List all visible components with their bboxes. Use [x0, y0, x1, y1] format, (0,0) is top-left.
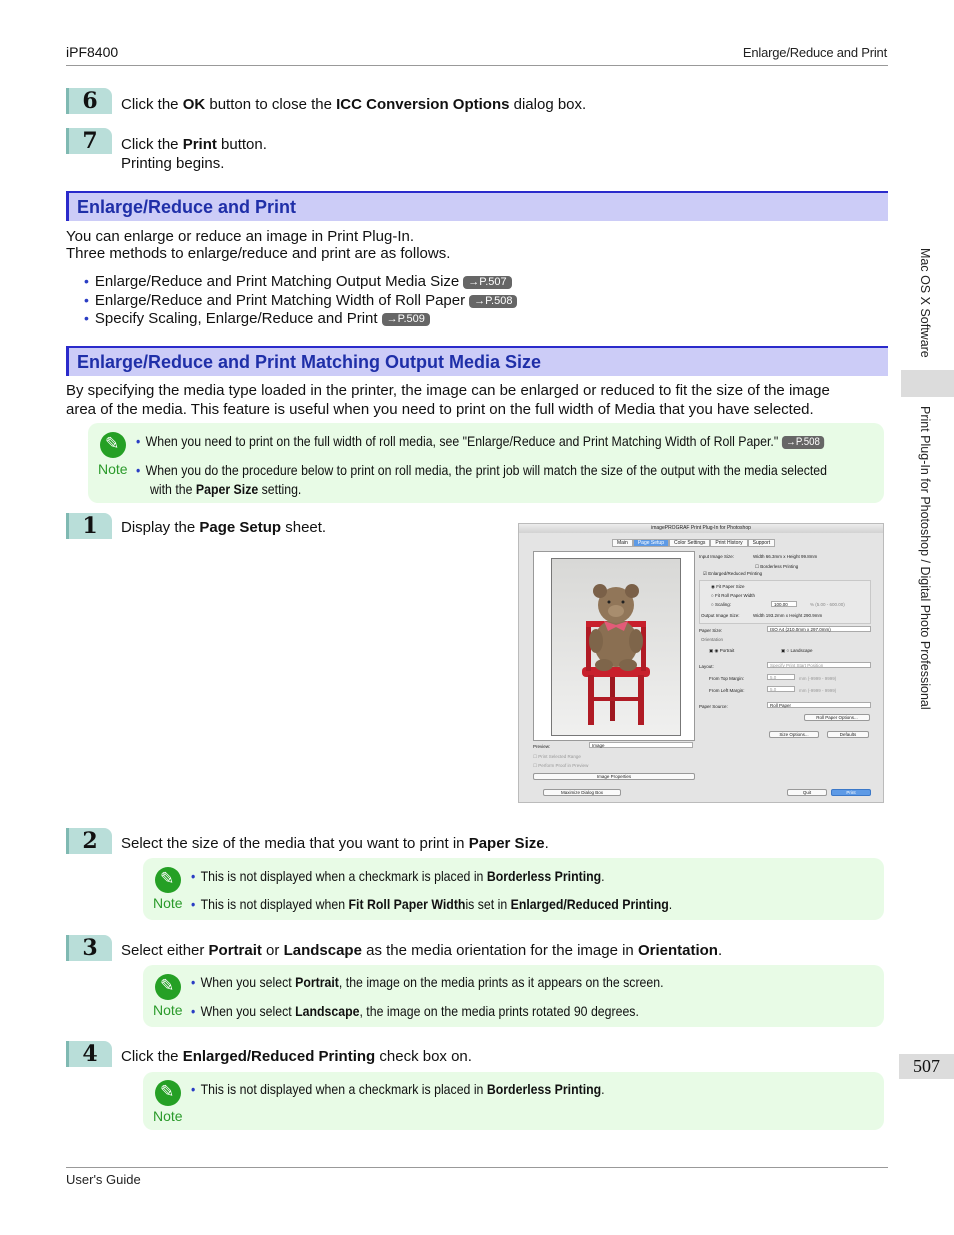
step-1-text: Display the Page Setup sheet.	[121, 519, 327, 536]
tab-main[interactable]: Main	[612, 539, 633, 547]
header-product: iPF8400	[66, 44, 119, 60]
section-heading-bar	[66, 191, 888, 221]
tab-support[interactable]: Support	[748, 539, 776, 547]
footer-rule	[66, 1167, 888, 1168]
note-pencil-icon	[155, 1080, 181, 1106]
scaling-radio[interactable]: ○ Scaling:	[711, 602, 731, 607]
top-margin-input[interactable]: 5.0	[767, 674, 795, 680]
top-margin-label: From Top Margin:	[709, 676, 745, 681]
dialog-title: imagePROGRAF Print Plug-In for Photoshop	[519, 524, 883, 533]
paper-size-select[interactable]: ISO A4 (210.0mm x 297.0mm)	[767, 626, 871, 632]
step-number: 1	[68, 513, 112, 539]
scaling-input[interactable]: 100.00	[771, 601, 797, 607]
note-label: Note	[153, 1002, 183, 1018]
side-tab-highlight	[901, 370, 954, 397]
layout-select[interactable]: Specify Print Start Position	[767, 662, 871, 668]
image-properties-button[interactable]: Image Properties	[533, 773, 695, 780]
teddy-bear-photo	[551, 558, 681, 736]
step-number: 6	[68, 88, 112, 114]
step-number: 2	[68, 828, 112, 854]
header-section: Enlarge/Reduce and Print	[742, 45, 887, 60]
paper-source-label: Paper Source:	[699, 704, 728, 709]
note-item: • This is not displayed when a checkmark is placed in Borderless Printing.	[191, 868, 605, 884]
note-box	[88, 423, 884, 503]
step-3-text: Select either Portrait or Landscape as the media orientation for the image in Orientation.	[121, 942, 723, 959]
fit-roll-radio[interactable]: ○ Fit Roll Paper Width	[711, 593, 755, 598]
dialog-tabs	[612, 539, 775, 547]
note-pencil-icon	[155, 974, 181, 1000]
dialog-screenshot	[518, 523, 884, 803]
paper-size-label: Paper Size:	[699, 628, 723, 633]
input-size-label: Input Image Size:	[699, 554, 735, 559]
step-7-line2: Printing begins.	[121, 155, 225, 172]
page-ref-link[interactable]: →P.507	[463, 276, 511, 289]
quit-button[interactable]: Quit	[787, 789, 827, 796]
header-rule	[66, 65, 888, 66]
note-item: • When you need to print on the full width of roll media, see "Enlarge/Reduce and Print Matching Width of Roll Paper." →P.508	[136, 431, 824, 451]
note-box	[143, 1072, 884, 1130]
roll-paper-options-button[interactable]: Roll Paper Options...	[804, 714, 870, 721]
step-4-text: Click the Enlarged/Reduced Printing check box on.	[121, 1048, 472, 1065]
perform-proof-checkbox[interactable]: ☐ Perform Proof in Preview	[533, 763, 589, 768]
step-number: 4	[68, 1041, 112, 1067]
layout-label: Layout:	[699, 664, 714, 669]
page-number: 507	[899, 1054, 954, 1079]
note-item: • This is not displayed when a checkmark is placed in Borderless Printing.	[191, 1081, 605, 1097]
note-item: • This is not displayed when Fit Roll Paper Widthis set in Enlarged/Reduced Printing.	[191, 896, 673, 912]
tab-print-history[interactable]: Print History	[710, 539, 747, 547]
preview-select[interactable]: Image	[589, 742, 693, 748]
tab-color-settings[interactable]: Color Settings	[669, 539, 710, 547]
left-margin-label: From Left Margin:	[709, 688, 745, 693]
scaling-range: % (5.00 - 600.00)	[810, 602, 845, 607]
section-heading-bar	[66, 346, 888, 376]
print-button[interactable]: Print	[831, 789, 871, 796]
section-intro: area of the media. This feature is useful when you need to print on the full width of Media that you have selected.	[66, 401, 814, 418]
list-item[interactable]: • Enlarge/Reduce and Print Matching Output Media Size →P.507	[84, 272, 512, 291]
note-box	[143, 965, 884, 1027]
side-tab-os[interactable]: Mac OS X Software	[918, 248, 932, 358]
note-pencil-icon	[100, 432, 126, 458]
borderless-checkbox[interactable]: ☐ Borderless Printing	[755, 564, 799, 569]
step-6-text: Click the OK button to close the ICC Conversion Options dialog box.	[121, 96, 587, 113]
note-label: Note	[153, 1108, 183, 1124]
section-intro: By specifying the media type loaded in the printer, the image can be enlarged or reduced to fit the size of the image	[66, 382, 830, 399]
tab-page-setup[interactable]: Page Setup	[633, 539, 669, 547]
step-2-text: Select the size of the media that you want to print in Paper Size.	[121, 835, 549, 852]
paper-source-select[interactable]: Roll Paper	[767, 702, 871, 708]
section-title: Enlarge/Reduce and Print Matching Output Media Size	[77, 352, 542, 372]
list-item[interactable]: • Enlarge/Reduce and Print Matching Width of Roll Paper →P.508	[84, 291, 517, 310]
size-options-button[interactable]: Size Options...	[769, 731, 819, 738]
note-item-cont: with the Paper Size setting.	[150, 481, 302, 497]
step-7-text: Click the Print button.	[121, 136, 267, 153]
input-size-value: Width 66.3mm x Height 99.8mm	[753, 554, 818, 559]
page-ref-link[interactable]: →P.509	[382, 313, 430, 326]
side-tab-chapter[interactable]: Print Plug-In for Photoshop / Digital Photo Professional	[918, 406, 932, 710]
output-size-label: Output Image Size:	[701, 613, 740, 618]
left-margin-range: mm (-9999 - 9999)	[799, 688, 837, 693]
preview-label: Preview:	[533, 744, 551, 749]
orientation-label: Orientation	[701, 637, 724, 642]
print-selected-checkbox[interactable]: ☐ Print Selected Range	[533, 754, 581, 759]
page-ref-link[interactable]: →P.508	[469, 295, 517, 308]
step-number: 3	[68, 935, 112, 961]
fit-paper-radio[interactable]: ◉ Fit Paper Size	[711, 584, 745, 589]
note-label: Note	[153, 895, 183, 911]
note-item: • When you select Portrait, the image on the media prints as it appears on the screen.	[191, 974, 664, 990]
output-size-value: Width 193.2mm x Height 290.9mm	[753, 613, 823, 618]
enlarged-checkbox[interactable]: ☑ Enlarged/Reduced Printing	[703, 571, 763, 576]
page-ref-link[interactable]: →P.508	[782, 436, 825, 449]
note-label: Note	[98, 461, 128, 477]
defaults-button[interactable]: Defaults	[827, 731, 869, 738]
note-item: • When you do the procedure below to print on roll media, the print job will match the size of the output with the media selected	[136, 462, 828, 478]
maximize-dialog-button[interactable]: Maximize Dialog Box	[543, 789, 621, 796]
landscape-radio[interactable]: ▣ ○ Landscape	[781, 648, 813, 653]
section-intro: Three methods to enlarge/reduce and print are as follows.	[66, 245, 451, 262]
note-item: • When you select Landscape, the image on the media prints rotated 90 degrees.	[191, 1003, 639, 1019]
note-box	[143, 858, 884, 920]
preview-pane	[533, 551, 695, 741]
portrait-radio[interactable]: ▣ ◉ Portrait	[709, 648, 735, 653]
section-title: Enlarge/Reduce and Print	[77, 197, 297, 217]
left-margin-input[interactable]: 5.0	[767, 686, 795, 692]
step-number: 7	[68, 128, 112, 154]
footer-text: User's Guide	[66, 1172, 141, 1187]
section-intro: You can enlarge or reduce an image in Print Plug-In.	[66, 228, 414, 245]
note-pencil-icon	[155, 867, 181, 893]
list-item[interactable]: • Specify Scaling, Enlarge/Reduce and Print →P.509	[84, 309, 430, 328]
top-margin-range: mm (-9999 - 9999)	[799, 676, 837, 681]
